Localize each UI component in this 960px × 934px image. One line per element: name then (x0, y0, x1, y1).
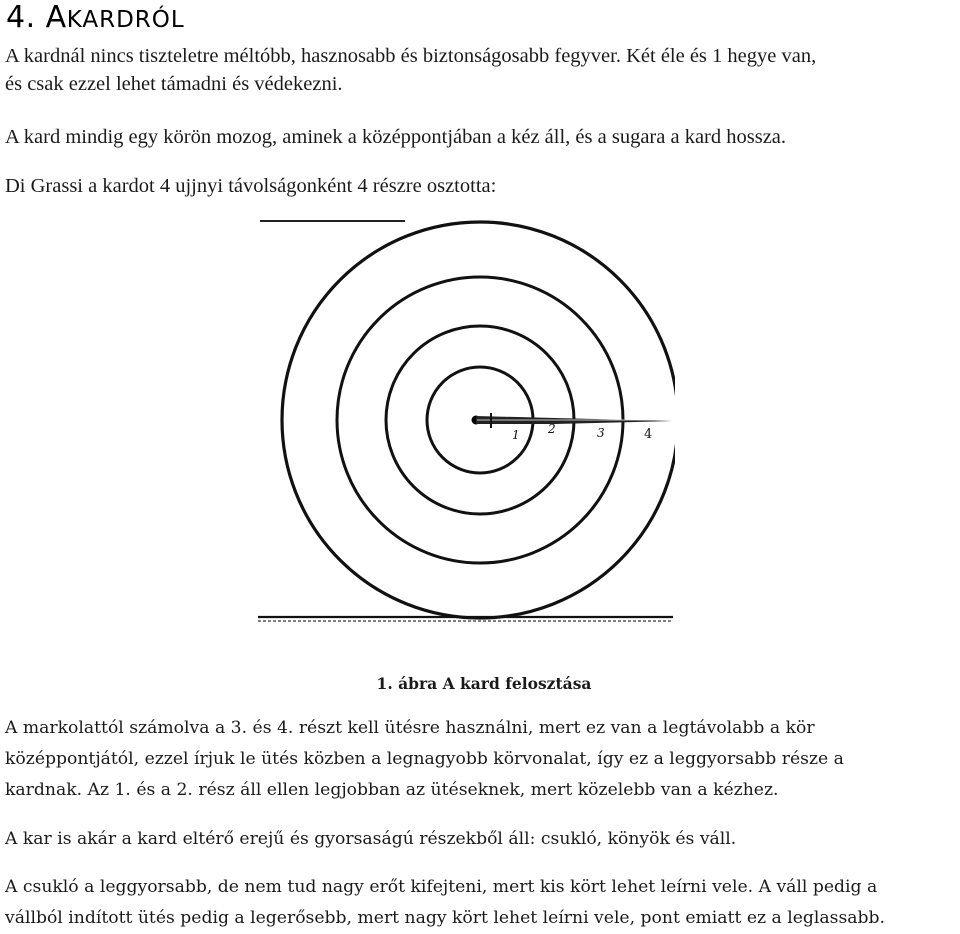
concentric-circles-diagram (255, 215, 675, 627)
body-p4-line1: A markolattól számolva a 3. és 4. részt kell ütésre használni, mert ez van a legtávolabb a kör (5, 718, 815, 738)
body-paragraph-2: A kar is akár a kard eltérő erejű és gyorsaságú részekből áll: csukló, könyök és váll. (5, 829, 737, 849)
intro-paragraph-3: Di Grassi a kardot 4 ujjnyi távolságonként 4 részre osztotta: (5, 175, 497, 197)
body-paragraph-3 (5, 872, 957, 934)
body-p6-line2: vállból indított ütés pedig a legerősebb, mert nagy kört lehet leírni vele, pont emiatt ez a leglassabb. (5, 908, 885, 928)
intro-p1-line2: és csak ezzel lehet támadni és védekezni. (5, 73, 343, 95)
sword-icon (472, 413, 674, 428)
body-paragraph-1 (5, 713, 957, 806)
section-title-initial: A (45, 0, 67, 35)
body-p6-line1: A csukló a leggyorsabb, de nem tud nagy erőt kifejteni, mert kis kört lehet leírni vele. A váll pedig a (5, 877, 878, 897)
section-heading (6, 0, 185, 38)
division-mark-2: 2 (548, 422, 556, 436)
body-p4-line3: kardnak. Az 1. és a 2. rész áll ellen legjobban az ütéseknek, mert közelebb van a kézhez. (5, 780, 779, 800)
body-p4-line2: középpontjától, ezzel írjuk le ütés közben a legnagyobb körvonalat, így ez a leggyorsabb része a (5, 749, 844, 769)
figure-caption: 1. ábra A kard felosztása (376, 674, 592, 693)
division-mark-4: 4 (644, 427, 653, 442)
sword-division-figure (255, 215, 675, 627)
intro-p1-line1: A kardnál nincs tiszteletre méltóbb, hasznosabb és biztonságosabb fegyver. Két éle és 1 hegye van, (5, 45, 817, 67)
intro-paragraph-1 (5, 42, 957, 98)
section-number: 4. (6, 0, 36, 35)
division-mark-1: 1 (512, 428, 520, 442)
intro-paragraph-2: A kard mindig egy körön mozog, aminek a középpontjában a kéz áll, és a sugara a kard hossza. (5, 126, 787, 148)
division-mark-3: 3 (597, 426, 605, 440)
section-title-rest: KARDRÓL (66, 7, 185, 33)
